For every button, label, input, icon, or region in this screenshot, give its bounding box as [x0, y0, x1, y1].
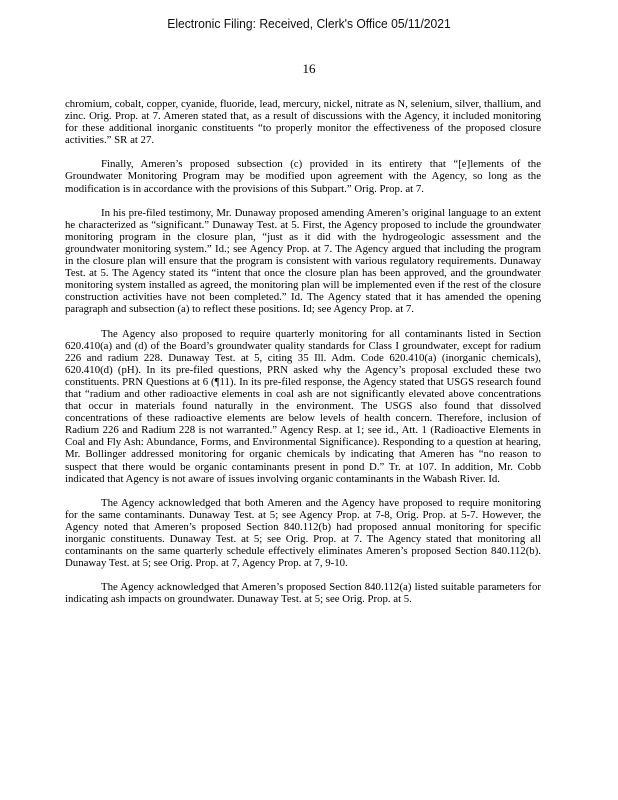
paragraph-quarterly-monitoring: The Agency also proposed to require quarterly monitoring for all contaminants listed in Section 620.410(a) and (d) of the Board’s groundwater quality standards for Class I groundwater, except for radium 226 and radium 228. Dunaway Test. at 5, citing 35 Ill. Adm. Code 620.410(a) (inorganic chemicals), 620.410(d) (pH). In its pre-filed questions, PRN asked why the Agency’s proposal excluded these two constituents. PRN Questions at 6 (¶11). In its pre-filed response, the Agency stated that USGS research found that “radium and other radioactive elements in coal ash are not significantly elevated above concentrations that occur in materials found naturally in the environment. The USGS also found that dissolved concentrations of these radioactive elements are below levels of health concern. Therefore, inclusion of Radium 226 and Radium 228 is not warranted.” Agency Resp. at 1; see id., Att. 1 (Radioactive Elements in Coal and Fly Ash: Abundance, Forms, and Environmental Significance). Responding to a question at hearing, Mr. Bollinger addressed monitoring for organic chemicals by indicating that Ameren has “no reason to suspect that there would be organic contaminants present in pond D.” Tr. at 107. In addition, Mr. Cobb indicated that Agency is not aware of issues involving organic contaminants in the Wabash River. Id. [65, 327, 541, 485]
paragraph-same-contaminants: The Agency acknowledged that both Ameren and the Agency have proposed to require monitoring for the same contaminants. Dunaway Test. at 5; see Agency Prop. at 7-8, Orig. Prop. at 5-7. However, the Agency noted that Ameren’s proposed Section 840.112(b) had proposed annual monitoring for specific inorganic constituents. Dunaway Test. at 5; see Orig. Prop. at 7. The Agency stated that monitoring all contaminants on the same quarterly schedule effectively eliminates Ameren’s proposed Section 840.112(b). Dunaway Test. at 5; see Orig. Prop. at 7, Agency Prop. at 7, 9-10. [65, 496, 541, 570]
paragraph-continuation: chromium, cobalt, copper, cyanide, fluoride, lead, mercury, nickel, nitrate as N, selenium, silver, thallium, and zinc. Orig. Prop. at 7. Ameren stated that, as a result of discussions with the Agency, it included monitoring for these additional inorganic constituents “to properly monitor the effectiveness of the proposed closure activities.” SR at 27. [65, 98, 541, 147]
document-body [65, 98, 541, 617]
paragraph-suitable-parameters: The Agency acknowledged that Ameren’s proposed Section 840.112(a) listed suitable parameters for indicating ash impacts on groundwater. Dunaway Test. at 5; see Orig. Prop. at 5. [65, 581, 541, 606]
paragraph-subsection-c: Finally, Ameren’s proposed subsection (c) provided in its entirety that “[e]lements of the Groundwater Monitoring Program may be modified upon agreement with the Agency, so long as the modification is in accordance with the provisions of this Subpart.” Orig. Prop. at 7. [65, 158, 541, 195]
page-number: 16 [302, 61, 316, 76]
paragraph-dunaway-testimony: In his pre-filed testimony, Mr. Dunaway proposed amending Ameren’s original language to an extent he characterized as “significant.” Dunaway Test. at 5. First, the Agency proposed to include the groundwater monitoring program in the closure plan, “just as it did with the hydrogeologic assessment and the groundwater monitoring system.” Id.; see Agency Prop. at 7. The Agency argued that including the program in the closure plan will ensure that the program is consistent with various regulatory requirements. Dunaway Test. at 5. The Agency stated its “intent that once the closure plan has been approved, and the groundwater monitoring system installed as agreed, the monitoring plan will be implemented even if the rest of the closure construction activities have not been completed.” Id. The Agency stated that it has amended the opening paragraph and subsection (a) to reflect these positions. Id; see Agency Prop. at 7. [65, 206, 541, 316]
filing-stamp: Electronic Filing: Received, Clerk's Office 05/11/2021 [167, 16, 451, 31]
